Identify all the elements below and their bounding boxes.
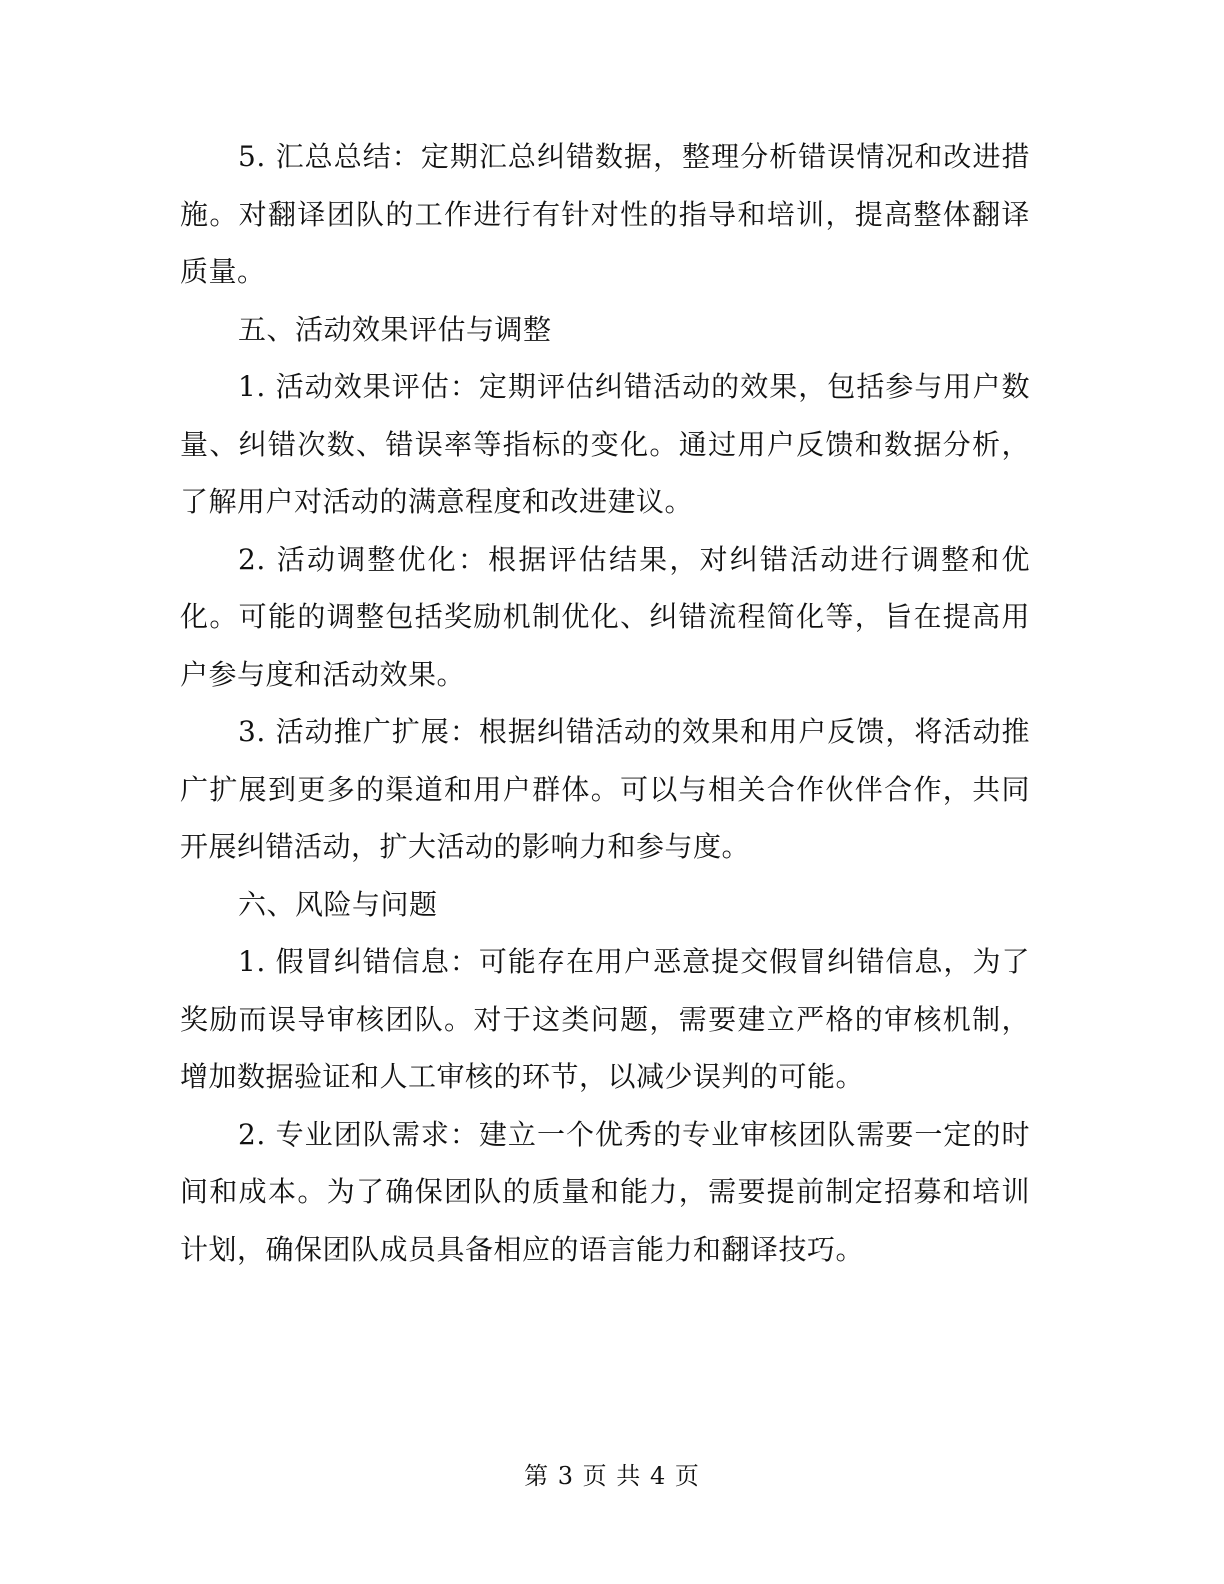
section-heading-evaluation: 五、活动效果评估与调整 xyxy=(238,312,552,346)
document-body xyxy=(180,128,1030,1278)
paragraph-adjustment: 2. 活动调整优化：根据评估结果，对纠错活动进行调整和优化。可能的调整包括奖励机制优化、纠错流程简化等，旨在提高用户参与度和活动效果。 xyxy=(180,542,1030,691)
paragraph-team-needs: 2. 专业团队需求：建立一个优秀的专业审核团队需要一定的时间和成本。为了确保团队的质量和能力，需要提前制定招募和培训计划，确保团队成员具备相应的语言能力和翻译技巧。 xyxy=(180,1117,1030,1266)
paragraph-promotion: 3. 活动推广扩展：根据纠错活动的效果和用户反馈，将活动推广扩展到更多的渠道和用户群体。可以与相关合作伙伴合作，共同开展纠错活动，扩大活动的影响力和参与度。 xyxy=(180,715,1030,863)
page-footer xyxy=(0,1460,1224,1492)
paragraph-fake-info: 1. 假冒纠错信息：可能存在用户恶意提交假冒纠错信息，为了奖励而误导审核团队。对于这类问题，需要建立严格的审核机制，增加数据验证和人工审核的环节，以减少误判的可能。 xyxy=(180,945,1030,1093)
section-heading-risks: 六、风险与问题 xyxy=(238,887,438,921)
page-number: 第 3 页 共 4 页 xyxy=(524,1462,700,1490)
paragraph-summary: 5. 汇总总结：定期汇总纠错数据，整理分析错误情况和改进措施。对翻译团队的工作进行有针对性的指导和培训，提高整体翻译质量。 xyxy=(180,140,1030,288)
paragraph-effect-evaluation: 1. 活动效果评估：定期评估纠错活动的效果，包括参与用户数量、纠错次数、错误率等指标的变化。通过用户反馈和数据分析，了解用户对活动的满意程度和改进建议。 xyxy=(180,370,1030,518)
